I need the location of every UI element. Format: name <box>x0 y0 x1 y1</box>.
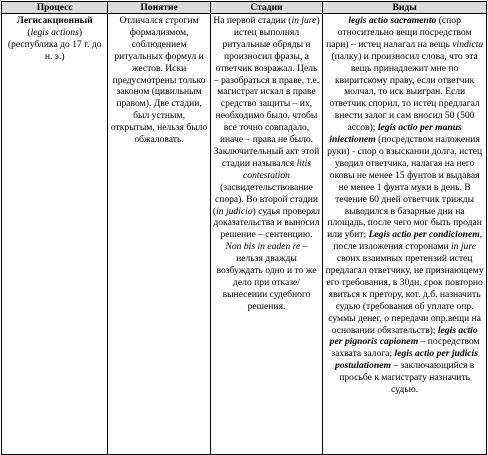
process-period: (республика до 17 г. до н. э.) <box>7 38 102 62</box>
header-concept: Понятие <box>108 2 210 14</box>
type-condicionem <box>326 229 484 335</box>
type2-name: legis actio per manus iniectionem <box>329 122 462 146</box>
type5-name: legis actio per judicis postulationem <box>334 348 478 372</box>
stage2-text-a: ) судья проверял доказательства и выносил решение – сентенцию. <box>213 205 321 241</box>
stage1-in-jure: in jure <box>291 15 317 26</box>
header-stages: Стадии <box>210 2 323 14</box>
header-row <box>2 2 487 14</box>
type5-text-a: – заключающийся в просьбе к магистрату назначить судью. <box>339 360 475 396</box>
stage2-non-bis: Non bis in eaden re <box>225 241 301 253</box>
type1-text-b: (палку) и произносил слова, что эта вещь принадлежит мне по квиритскому праву, если ответчик молчал, то иск выигран. Если ответчик спорил, то истец предлагал внести залог и сам вносил 50 (500 ассов); <box>329 50 480 134</box>
type3-text-b: своих взаимных претензий истец предлагал ответчику, не признающему его требования, в 30дн. срок повторно явиться к претору, кот. д.б. назначить судью (требования об уплате опр. суммы денег, о передачи опр.вещи на основании обязательств); <box>325 253 484 336</box>
process-cell <box>2 14 108 455</box>
concept-text: Отличался строгим формализмом, соблюдением ритуальных формул и жестов. Иски предусмотрены только законом (цивильным правом). Две стадии, был устным, открытым, нельзя было обжаловать. <box>110 15 208 146</box>
header-process: Процесс <box>2 2 108 14</box>
process-name: Легисакционный <box>16 15 93 26</box>
type3-text-a: , после изложения сторонами <box>333 229 483 253</box>
type1-vindicta: vindicta <box>452 38 484 50</box>
stage2-text-b: – нельзя дважды возбуждать одно и то же дело при отказе/вынесении судебного решения. <box>216 241 317 312</box>
type-sacramento <box>326 15 483 133</box>
type3-name: Legis actio per condicionem <box>368 229 480 241</box>
type4-text-a: – посредством захвата залога; <box>331 336 480 360</box>
concept-cell <box>108 14 210 455</box>
stage1-text-b: ) истец выполнял ритуальные обряды и произносил фразы, а ответчик возражал. Цель – разобраться в праве, т.е. магистрат искал в праве средство защиты – их, необходимо было, чтобы все точно совпадало, иначе – права не было. Заключительный акт этой стадии назывался <box>213 15 320 169</box>
type1-name: legis actio sacramento <box>348 15 437 26</box>
stage2-in-judicio: in judicio <box>216 205 253 217</box>
type1-text-a: (спор относительно вещи посредством пари) – истец налагал на вещь <box>326 15 472 50</box>
types-text <box>325 14 484 396</box>
type4-name: legis actio per pignoris capionem <box>329 324 478 348</box>
process-table <box>1 1 487 455</box>
process-latin: legis actions <box>30 26 79 38</box>
stage1-text-c: (засвидетельствование спора). Во второй стадии ( <box>212 181 319 217</box>
stage1-litis-contestation: litis contestation <box>243 157 311 181</box>
types-cell <box>323 14 487 455</box>
table-row <box>2 14 487 455</box>
stages-cell <box>210 14 323 455</box>
stage1-text-a: На первой стадии ( <box>213 15 292 26</box>
type3-in-jure: in jure <box>451 241 476 253</box>
process-latin-line <box>27 27 82 38</box>
type-manus-iniectionem <box>327 122 482 240</box>
header-types: Виды <box>323 2 487 14</box>
stages-text <box>213 14 321 313</box>
open-paren: ( <box>27 26 31 38</box>
type2-text-a: (посредством наложения руки) - спор о взыскании долга, истец уводил ответчика, налагая на него оковы не менее 15 фунтов и выдавая не менее 1 фунта муки в день. В течение 60 дней ответчик трижды выводился в базарные дни на площадь, после чего мог быть продан или убит; <box>327 134 483 241</box>
close-paren: ) <box>78 26 83 38</box>
